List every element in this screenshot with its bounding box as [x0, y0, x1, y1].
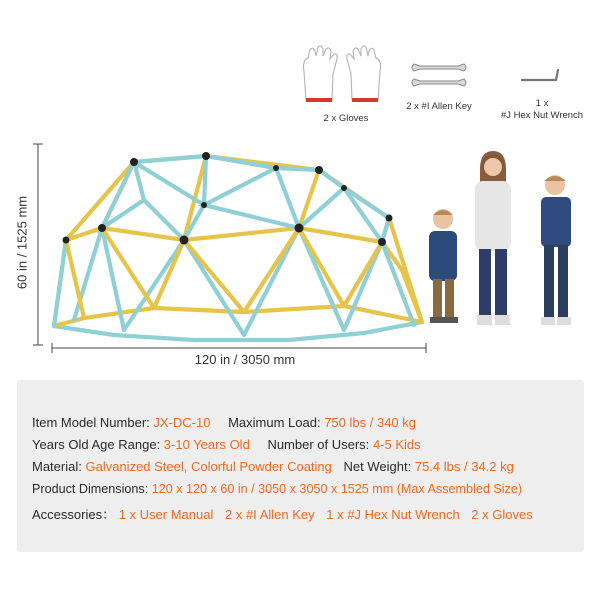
gloves-label: 2 x Gloves	[323, 113, 369, 124]
allen-key-label: 2 x #I Allen Key	[406, 101, 472, 112]
material-value: Galvanized Steel, Colorful Powder Coating	[85, 459, 332, 474]
dome-climber-image	[44, 130, 434, 345]
model-label: Item Model Number:	[32, 415, 150, 430]
wrench-label-line2: #J Hex Nut Wrench	[500, 110, 584, 121]
accessory-item: 1 x #J Hex Nut Wrench	[326, 507, 460, 522]
load-value: 750 lbs / 340 kg	[324, 415, 416, 430]
accessory-item: 2 x Gloves	[471, 507, 533, 522]
weight-label: Net Weight:	[343, 459, 412, 474]
age-label: Years Old Age Range:	[32, 437, 161, 452]
wrench-label-line1: 1 x	[535, 98, 549, 109]
weight-value: 75.4 lbs / 34.2 kg	[414, 459, 514, 474]
width-label: 120 in / 3050 mm	[194, 352, 296, 367]
users-value: 4-5 Kids	[372, 437, 421, 452]
height-label: 60 in / 1525 mm	[14, 195, 30, 290]
spec-row-dimensions	[32, 482, 522, 496]
users-label: Number of Users:	[267, 437, 370, 452]
model-value: JX-DC-10	[153, 415, 211, 430]
load-label: Maximum Load:	[228, 415, 321, 430]
dims-value: 120 x 120 x 60 in / 3050 x 3050 x 1525 mm (Max Assembled Size)	[151, 482, 523, 496]
accessory-item: 1 x User Manual	[118, 507, 214, 522]
children-image	[415, 145, 585, 335]
accessory-item: 2 x #I Allen Key	[225, 507, 315, 522]
spec-row-age	[32, 437, 421, 452]
hex-wrench-icon	[518, 64, 566, 88]
gloves-icon	[296, 42, 396, 112]
spec-row-accessories	[32, 504, 533, 523]
accessories-label: Accessories：	[32, 507, 116, 522]
dims-label: Product Dimensions:	[32, 482, 149, 496]
allen-key-icon	[408, 58, 470, 92]
spec-row-model	[32, 415, 416, 430]
age-value: 3-10 Years Old	[163, 437, 250, 452]
material-label: Material:	[32, 459, 82, 474]
spec-row-material	[32, 459, 514, 474]
